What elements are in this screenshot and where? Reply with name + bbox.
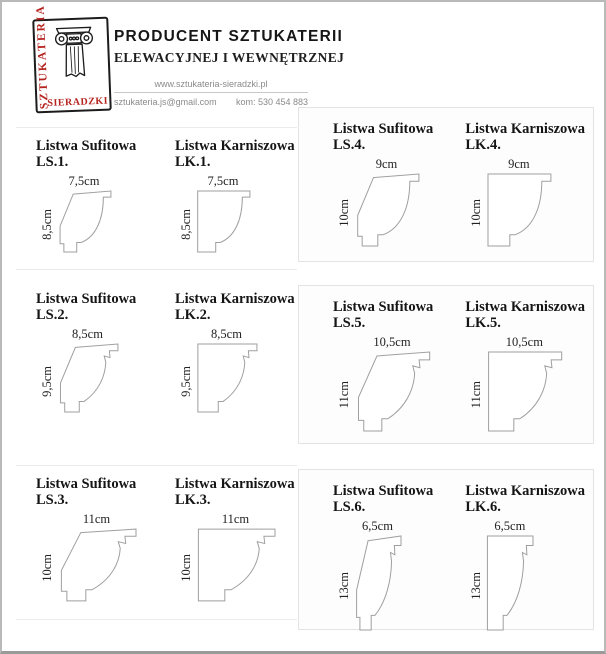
header-divider [114, 92, 308, 93]
product-cell [451, 121, 585, 261]
product-code: LK.3. [175, 492, 211, 509]
product-code: LK.4. [465, 137, 501, 154]
product-name: Listwa Karniszowa [175, 476, 295, 492]
product-code: LK.5. [465, 315, 501, 332]
molding-profile-drawing [485, 535, 534, 636]
molding-profile-drawing [195, 343, 258, 418]
product-cell [22, 138, 161, 258]
product-code: LS.5. [333, 315, 366, 332]
profile-figure [179, 327, 258, 418]
product-cell [319, 121, 443, 261]
product-cell [319, 299, 443, 443]
row-divider [16, 269, 297, 270]
product-cell [161, 138, 300, 258]
width-dimension-label: 9cm [375, 157, 398, 172]
product-code: LK.1. [175, 154, 211, 171]
profile-figure [40, 174, 112, 258]
height-dimension-label: 8,5cm [40, 209, 54, 240]
product-cell [161, 291, 300, 418]
product-name: Listwa Sufitowa [333, 299, 434, 315]
width-dimension-label: 10,5cm [505, 335, 543, 350]
product-name: Listwa Sufitowa [36, 291, 137, 307]
height-dimension-label: 8,5cm [179, 209, 193, 240]
height-dimension-label: 13cm [469, 572, 484, 600]
product-name: Listwa Karniszowa [175, 291, 295, 307]
website-url: www.sztukateria-sieradzki.pl [154, 79, 268, 89]
product-name: Listwa Karniszowa [465, 299, 585, 315]
height-dimension-label: 10cm [337, 199, 351, 227]
profile-figure [337, 519, 402, 636]
height-dimension-label: 11cm [469, 380, 484, 409]
height-dimension-label: 10cm [40, 554, 54, 582]
product-code: LS.6. [333, 499, 366, 516]
profile-figure [469, 335, 563, 437]
product-row [22, 138, 300, 258]
profile-figure [179, 174, 251, 258]
profile-figure [40, 512, 137, 607]
profile-figure [469, 157, 552, 252]
molding-profile-drawing [56, 190, 112, 258]
height-dimension-label: 10cm [179, 554, 193, 582]
product-cell [319, 483, 443, 629]
product-cell [451, 483, 585, 629]
product-name: Listwa Sufitowa [36, 476, 137, 492]
profile-figure [40, 327, 119, 418]
product-row [22, 291, 300, 418]
width-dimension-label: 9cm [508, 157, 530, 172]
company-header [114, 28, 345, 107]
height-dimension-label: 11cm [337, 380, 351, 409]
height-dimension-label: 9,5cm [40, 365, 54, 397]
width-dimension-label: 11cm [82, 512, 111, 527]
width-dimension-label: 10,5cm [373, 335, 411, 350]
width-dimension-label: 8,5cm [211, 327, 242, 342]
product-code: LK.2. [175, 307, 211, 324]
molding-profile-drawing [195, 190, 251, 258]
width-dimension-label: 6,5cm [494, 519, 526, 534]
width-dimension-label: 7,5cm [68, 174, 100, 189]
logo-bottom-text: SIERADZKI [47, 95, 109, 109]
height-dimension-label: 9,5cm [179, 365, 193, 397]
row-divider [16, 465, 297, 466]
product-code: LS.4. [333, 137, 366, 154]
product-row [22, 476, 300, 607]
row-divider [16, 619, 297, 620]
profile-figure [179, 512, 276, 607]
height-dimension-label: 10cm [469, 199, 484, 227]
product-cell [451, 299, 585, 443]
width-dimension-label: 7,5cm [207, 174, 239, 189]
product-name: Listwa Karniszowa [465, 483, 585, 499]
email-address: sztukateria.js@gmail.com [114, 97, 217, 107]
width-dimension-label: 11cm [221, 512, 250, 527]
product-card [298, 285, 594, 444]
molding-profile-drawing [353, 351, 431, 437]
product-code: LS.1. [36, 154, 69, 171]
ionic-column-icon [52, 23, 96, 88]
product-card [298, 107, 594, 262]
product-name: Listwa Sufitowa [333, 121, 434, 137]
brand-subtitle: ELEWACYJNEJ I WEWNĘTRZNEJ [114, 50, 345, 65]
row-divider [16, 127, 297, 128]
width-dimension-label: 8,5cm [72, 327, 103, 342]
product-name: Listwa Karniszowa [175, 138, 295, 154]
product-code: LS.3. [36, 492, 69, 509]
profile-figure [469, 519, 534, 636]
product-cell [22, 476, 161, 607]
height-dimension-label: 13cm [337, 572, 351, 600]
logo-vertical-text: SZTUKATERIA [34, 4, 51, 110]
molding-profile-drawing [56, 528, 137, 607]
company-logo [32, 4, 112, 114]
profile-figure [337, 157, 420, 252]
molding-profile-drawing [485, 173, 552, 252]
width-dimension-label: 6,5cm [362, 519, 393, 534]
molding-profile-drawing [353, 535, 402, 636]
molding-profile-drawing [195, 528, 276, 607]
product-code: LS.2. [36, 307, 69, 324]
product-cell [161, 476, 300, 607]
brand-title: PRODUCENT SZTUKATERII [114, 28, 343, 45]
phone-number: kom: 530 454 883 [235, 97, 308, 107]
product-name: Listwa Sufitowa [333, 483, 434, 499]
product-card [298, 469, 594, 630]
molding-profile-drawing [485, 351, 563, 437]
profile-figure [337, 335, 431, 437]
molding-profile-drawing [56, 343, 119, 418]
product-cell [22, 291, 161, 418]
molding-profile-drawing [353, 173, 420, 252]
product-name: Listwa Karniszowa [465, 121, 585, 137]
product-code: LK.6. [465, 499, 501, 516]
product-name: Listwa Sufitowa [36, 138, 137, 154]
